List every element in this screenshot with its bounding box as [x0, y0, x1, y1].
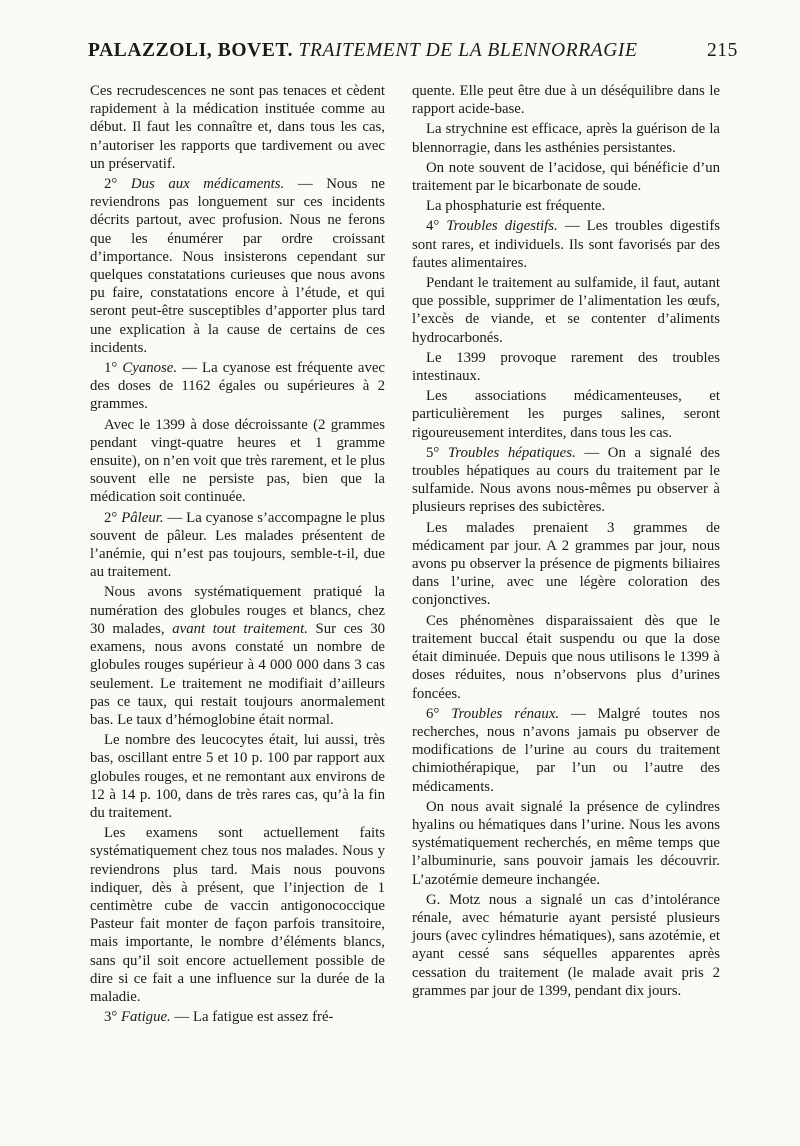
paragraph-text: — Nous ne reviendrons pas longuement sur ces incidents décrits partout, avec profusion. Nous ne ferons que les énumérer par ordre croissant d’importance. Nous insisterons cependant sur quelques constatations curieuses que nous avons pu faire, constatations encore à l’étude, et qui seront peut-être susceptibles d’apporter plus tard une explication à la cause de certains de ces incidents. — [90, 176, 385, 356]
section-lead: Troubles digestifs. — [446, 218, 558, 235]
left-column — [90, 82, 385, 1026]
paragraph: Les associations médicamenteuses, et particulièrement les purges salines, seront rigoureusement interdites, dans tous les cas. — [412, 388, 720, 441]
section-number: 4° — [426, 218, 447, 235]
section-lead: Cyanose. — [122, 360, 178, 377]
paragraph: La phosphaturie est fréquente. — [426, 198, 606, 215]
paragraph: Pendant le traitement au sulfamide, il faut, autant que possible, supprimer de l’alimentation les œufs, l’excès de viande, et se contenter d’aliments hydrocarbonés. — [412, 275, 720, 346]
paragraph-text: — Les troubles digestifs sont rares, et individuels. Ils sont favorisés par des fautes alimentaires. — [412, 218, 721, 271]
section-lead: Troubles rénaux. — [451, 705, 560, 722]
paragraph: Avec le 1399 à dose décroissante (2 grammes pendant vingt-quatre heures et 1 gramme ensuite), on n’en voit que très rarement, et le plus souvent elle ne persiste pas, bien que la médication soit continuée. — [90, 416, 385, 506]
paragraph-text: — La cyanose s’accompagne le plus souvent de pâleur. Les malades présentent de l’anémie, qui n’est pas toujours, semble-t-il, due au traitement. — [90, 509, 385, 581]
section-number: 2° — [104, 509, 122, 526]
paragraph-text: — La cyanose est fréquente avec des doses de 1162 égales ou supérieures à 2 grammes. — [90, 360, 385, 413]
paragraph: Le nombre des leucocytes était, lui aussi, très bas, oscillant entre 5 et 10 p. 100 par rapport aux globules rouges, et ne remontant aux environs de 12 à 14 p. 100, dans de très rares cas, qu’à la fin du traitement. — [90, 732, 385, 821]
paragraph: Les examens sont actuellement faits systématiquement chez tous nos malades. Nous y reviendrons plus tard. Mais nous pouvons indiquer, dès à présent, que l’injection de 1 centimètre cube de vaccin antigonococcique Pasteur fait monter de façon parfois transitoire, mais importante, le nombre d’éléments blancs, sans qu’il soit encore actuellement possible de dire si ce fait a une influence sur la durée de la maladie. — [90, 825, 385, 1005]
paragraph-text: Nous avons systématiquement pratiqué la numération des globules rouges et blancs, chez 30 malades, — [90, 584, 385, 637]
running-header — [88, 40, 738, 62]
header-title: TRAITEMENT DE LA BLENNORRAGIE — [298, 40, 638, 61]
paragraph — [412, 705, 720, 796]
section-lead: Fatigue. — [121, 1009, 171, 1026]
paragraph-text: — On a signalé des troubles hépatiques au cours du traitement par le sulfamide. Nous avons nous-mêmes pu observer à plusieurs reprises des subictères. — [412, 444, 721, 516]
page-number: 215 — [706, 40, 738, 61]
paragraph-text: — Malgré toutes nos recherches, nous n’avons jamais pu observer de modifications de l’urine au cours du traitement chimiothérapique, par l’un ou l’autre des médicaments. — [412, 705, 720, 795]
paragraph — [412, 444, 720, 517]
section-lead: Troubles hépatiques. — [447, 444, 576, 461]
paragraph: Les malades prenaient 3 grammes de médicament par jour. A 2 grammes par jour, nous avons pu observer la présence de pigments biliaires dans l’urine, avec une légère coloration des conjonctives. — [412, 519, 720, 609]
section-lead: Pâleur. — [121, 509, 164, 526]
paragraph — [90, 583, 385, 729]
paragraph: Le 1399 provoque rarement des troubles intestinaux. — [412, 349, 720, 385]
section-number: 5° — [426, 444, 448, 461]
paragraph: G. Motz nous a signalé un cas d’intolérance rénale, avec hématurie ayant persisté plusieurs jours (avec cylindres hématiques), sans azotémie, et ayant cessé sans séquelles apparentes après cessation du traitement (le malade avait pris 2 grammes par jour de 1399, pendant dix jours. — [412, 891, 720, 999]
paragraph: On note souvent de l’acidose, qui bénéficie d’un traitement par le bicarbonate de soude. — [412, 159, 720, 195]
paragraph-text: — La fatigue est assez fré- — [170, 1009, 334, 1026]
paragraph — [90, 359, 385, 414]
paragraph — [90, 509, 385, 582]
section-number: 2° — [104, 176, 131, 193]
header-authors: PALAZZOLI, BOVET. — [88, 40, 294, 61]
paragraph — [412, 217, 720, 272]
paragraph — [90, 1008, 385, 1026]
paragraph: On nous avait signalé la présence de cylindres hyalins ou hématiques dans l’urine. Nous les avons systématiquement recherchés, en même temps que l’albuminurie, sans pouvoir jamais les découvrir. L’azotémie demeure inchangée. — [412, 798, 720, 888]
paragraph: La strychnine est efficace, après la guérison de la blennorragie, dans les asthénies persistantes. — [412, 121, 720, 156]
paragraph: Ces recrudescences ne sont pas tenaces et cèdent rapidement à la médication instituée comme au début. Il faut les connaître et, dans tous les cas, n’autoriser les rapports que tardivement ou avec un préservatif. — [90, 83, 385, 172]
section-lead: Dus aux médicaments. — [130, 176, 285, 193]
section-number: 6° — [426, 705, 452, 722]
paragraph-text: Sur ces 30 examens, nous avons constaté un nombre de globules rouges supérieur à 4 000 000 dans 3 cas seulement. Le traitement ne modifiait d’ailleurs pas ce taux, qui restait toujours anormalement bas. Le taux d’hémoglobine était normal. — [90, 620, 386, 728]
emphasis: avant tout traitement. — [172, 620, 308, 637]
paragraph: quente. Elle peut être due à un déséquilibre dans le rapport acide-base. — [412, 83, 720, 118]
right-column — [412, 82, 720, 1000]
paragraph — [90, 175, 385, 357]
section-number: 1° — [104, 360, 123, 377]
section-number: 3° — [104, 1009, 122, 1026]
paragraph: Ces phénomènes disparaissaient dès que le traitement buccal était suspendu ou que la dose était diminuée. Depuis que nous utilisons le 1399 à doses réduites, nous n’observons plus d’urines foncées. — [412, 612, 720, 702]
